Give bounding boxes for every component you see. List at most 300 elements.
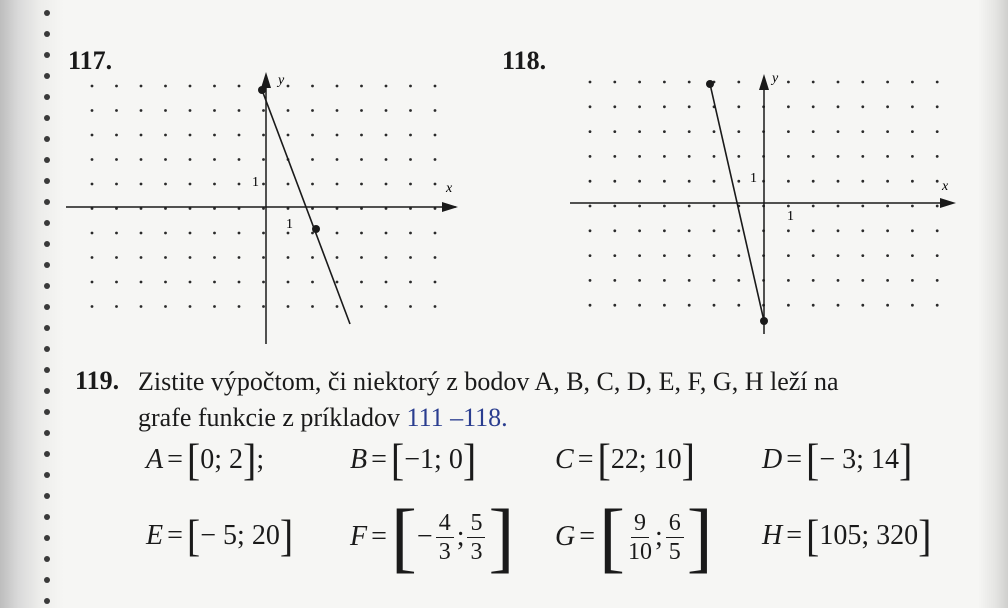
grid-dot [663, 105, 666, 108]
grid-dot [140, 134, 143, 137]
grid-dot [787, 205, 790, 208]
grid-dot [911, 155, 914, 158]
grid-dot [238, 232, 241, 235]
grid-dot [613, 205, 616, 208]
x-axis-arrow [442, 202, 458, 212]
grid-dot [861, 180, 864, 183]
grid-dot [262, 305, 265, 308]
grid-dot [434, 158, 437, 161]
exercise-reference: 111 –118. [406, 403, 508, 432]
grid-dot [861, 155, 864, 158]
grid-dot [911, 205, 914, 208]
grid-dot [189, 232, 192, 235]
grid-dot [737, 254, 740, 257]
grid-dot [837, 105, 840, 108]
grid-dot [91, 158, 94, 161]
exercise-118-graph [566, 66, 966, 341]
binding-hole [44, 178, 50, 184]
binding-hole [44, 115, 50, 121]
grid-dot [663, 254, 666, 257]
y-tick-label: 1 [750, 171, 757, 186]
grid-dot [287, 134, 290, 137]
grid-dot [613, 279, 616, 282]
grid-dot [140, 232, 143, 235]
grid-dot [886, 81, 889, 84]
grid-dot [787, 81, 790, 84]
grid-dot [936, 180, 939, 183]
grid-dot [164, 256, 167, 259]
grid-dot [812, 130, 815, 133]
binding-hole [44, 136, 50, 142]
grid-dot [613, 180, 616, 183]
grid-dot [713, 155, 716, 158]
binding-hole [44, 157, 50, 163]
exercise-117-label: 117. [68, 46, 113, 75]
grid-dot [189, 281, 192, 284]
grid-dot [189, 85, 192, 88]
grid-dot [91, 85, 94, 88]
grid-dot [713, 205, 716, 208]
problem-line-2-text: grafe funkcie z príkladov [138, 403, 407, 432]
grid-dot [638, 304, 641, 307]
grid-dot [713, 304, 716, 307]
grid-dot [409, 281, 412, 284]
graph-point [706, 80, 714, 88]
grid-dot [837, 155, 840, 158]
grid-dot [287, 232, 290, 235]
grid-dot [713, 229, 716, 232]
grid-dot [434, 281, 437, 284]
grid-dot [164, 183, 167, 186]
grid-dot [409, 232, 412, 235]
grid-dot [861, 81, 864, 84]
grid-dot [189, 109, 192, 112]
grid-dot [812, 279, 815, 282]
grid-dot [589, 81, 592, 84]
grid-dot [360, 158, 363, 161]
grid-dot [336, 281, 339, 284]
grid-dot [385, 256, 388, 259]
grid-dot [189, 158, 192, 161]
grid-dot [262, 183, 265, 186]
point-name: C [555, 444, 574, 475]
binding-hole [44, 388, 50, 394]
grid-dot [213, 305, 216, 308]
grid-dot [737, 81, 740, 84]
grid-dot [936, 105, 939, 108]
grid-dot [385, 305, 388, 308]
grid-dot [385, 85, 388, 88]
point-G: G = [ $\frac{9}{10}$ ; $\frac{6}{5}$ ] [555, 493, 713, 580]
grid-dot [434, 305, 437, 308]
grid-dot [787, 105, 790, 108]
grid-dot [91, 134, 94, 137]
grid-dot [140, 281, 143, 284]
grid-dot [737, 105, 740, 108]
grid-dot [638, 155, 641, 158]
grid-dot [787, 130, 790, 133]
point-B: B = [ −1 ; 0 ] [350, 434, 477, 485]
problem-line-1: Zistite výpočtom, či niektorý z bodov A, B, C, D, E, F, G, H leží na [138, 367, 839, 396]
grid-dot [589, 155, 592, 158]
binding-hole [44, 220, 50, 226]
grid-dot [936, 205, 939, 208]
grid-dot [688, 205, 691, 208]
grid-dot [861, 205, 864, 208]
binding-hole [44, 304, 50, 310]
grid-dot [936, 81, 939, 84]
graph-point [312, 225, 320, 233]
grid-dot [613, 254, 616, 257]
point-name: H [762, 520, 783, 551]
grid-dot [238, 134, 241, 137]
grid-dot [688, 155, 691, 158]
grid-dot [589, 130, 592, 133]
grid-dot [663, 180, 666, 183]
grid-dot [936, 130, 939, 133]
grid-dot [140, 158, 143, 161]
grid-dot [91, 281, 94, 284]
grid-dot [238, 281, 241, 284]
grid-dot [360, 134, 363, 137]
grid-dot [213, 183, 216, 186]
grid-dot [434, 183, 437, 186]
grid-dot [737, 180, 740, 183]
grid-dot [886, 155, 889, 158]
grid-dot [812, 205, 815, 208]
grid-dot [91, 305, 94, 308]
x-tick-label: 1 [787, 209, 794, 224]
grid-dot [589, 279, 592, 282]
grid-dot [837, 279, 840, 282]
grid-dot [638, 229, 641, 232]
grid-dot [787, 304, 790, 307]
grid-dot [688, 229, 691, 232]
grid-dot [189, 305, 192, 308]
grid-dot [589, 304, 592, 307]
grid-dot [385, 183, 388, 186]
grid-dot [812, 304, 815, 307]
grid-dot [663, 130, 666, 133]
grid-dot [164, 232, 167, 235]
grid-dot [189, 256, 192, 259]
grid-dot [688, 81, 691, 84]
binding-hole [44, 283, 50, 289]
grid-dot [911, 105, 914, 108]
grid-dot [336, 134, 339, 137]
grid-dot [409, 305, 412, 308]
grid-dot [589, 205, 592, 208]
grid-dot [287, 281, 290, 284]
grid-dot [812, 180, 815, 183]
grid-dot [140, 183, 143, 186]
grid-dot [613, 229, 616, 232]
binding-hole [44, 241, 50, 247]
binding-hole [44, 409, 50, 415]
grid-dot [262, 158, 265, 161]
grid-dot [886, 229, 889, 232]
grid-dot [713, 130, 716, 133]
grid-dot [837, 130, 840, 133]
grid-dot [812, 229, 815, 232]
grid-dot [911, 180, 914, 183]
point-x: − 3 [819, 444, 857, 475]
point-name: D [762, 444, 783, 475]
point-x-sign: − [416, 521, 433, 552]
grid-dot [238, 305, 241, 308]
grid-dot [434, 85, 437, 88]
binding-hole [44, 262, 50, 268]
grid-dot [336, 256, 339, 259]
grid-dot [837, 205, 840, 208]
grid-dot [638, 180, 641, 183]
grid-dot [787, 155, 790, 158]
binding-hole [44, 577, 50, 583]
y-tick-label: 1 [252, 175, 259, 190]
binding-hole [44, 535, 50, 541]
grid-dot [713, 180, 716, 183]
grid-dot [360, 232, 363, 235]
grid-dot [663, 205, 666, 208]
grid-dot [164, 85, 167, 88]
grid-dot [336, 158, 339, 161]
grid-dot [638, 279, 641, 282]
grid-dot [115, 109, 118, 112]
graph-point [258, 86, 266, 94]
problem-119-text [138, 364, 968, 436]
point-y: 20 [251, 520, 280, 551]
grid-dot [737, 229, 740, 232]
grid-dot [213, 158, 216, 161]
binding-hole [44, 94, 50, 100]
grid-dot [886, 254, 889, 257]
grid-dot [115, 85, 118, 88]
grid-dot [115, 134, 118, 137]
grid-dot [663, 229, 666, 232]
point-x: 0 [200, 444, 215, 475]
point-y: 2 [229, 444, 244, 475]
point-y: 320 [876, 520, 919, 551]
point-E: E = [ − 5 ; 20 ] [146, 510, 294, 561]
grid-dot [613, 304, 616, 307]
grid-dot [409, 183, 412, 186]
grid-dot [91, 256, 94, 259]
grid-dot [91, 183, 94, 186]
grid-dot [638, 130, 641, 133]
grid-dot [409, 158, 412, 161]
grid-dot [688, 254, 691, 257]
grid-dot [737, 155, 740, 158]
grid-dot [385, 109, 388, 112]
grid-dot [213, 134, 216, 137]
grid-dot [238, 183, 241, 186]
grid-dot [115, 158, 118, 161]
point-H: H = [ 105 ; 320 ] [762, 510, 932, 561]
grid-dot [115, 183, 118, 186]
point-x: 105 [819, 520, 862, 551]
grid-dot [140, 109, 143, 112]
grid-dot [287, 85, 290, 88]
grid-dot [812, 105, 815, 108]
x-axis-label: x [942, 179, 949, 194]
grid-dot [688, 304, 691, 307]
grid-dot [837, 180, 840, 183]
grid-dot [861, 130, 864, 133]
grid-dot [613, 130, 616, 133]
point-x: − 5 [200, 520, 238, 551]
grid-dot [385, 158, 388, 161]
grid-dot [713, 254, 716, 257]
point-name: B [350, 444, 368, 475]
grid-dot [238, 85, 241, 88]
grid-dot [311, 183, 314, 186]
binding-hole [44, 556, 50, 562]
point-trail: ; [256, 444, 265, 475]
binding-hole [44, 451, 50, 457]
grid-dot [663, 304, 666, 307]
grid-dot [311, 109, 314, 112]
point-name: E [146, 520, 164, 551]
point-x-fraction: $\frac{4}{3}$ [436, 509, 454, 566]
grid-dot [936, 279, 939, 282]
grid-dot [336, 109, 339, 112]
grid-dot [886, 130, 889, 133]
point-y-fraction: $\frac{5}{3}$ [467, 509, 485, 566]
grid-dot [787, 180, 790, 183]
grid-dot [336, 183, 339, 186]
exercise-117-graph [66, 66, 466, 351]
binding-hole [44, 325, 50, 331]
grid-dot [140, 256, 143, 259]
grid-dot [311, 158, 314, 161]
grid-dot [213, 281, 216, 284]
grid-dot [360, 85, 363, 88]
grid-dot [360, 109, 363, 112]
grid-dot [360, 281, 363, 284]
grid-dot [886, 205, 889, 208]
binding-hole [44, 52, 50, 58]
grid-dot [787, 229, 790, 232]
grid-dot [409, 85, 412, 88]
grid-dot [613, 81, 616, 84]
point-A: A = [ 0 ; 2 ] ; [146, 434, 265, 485]
grid-dot [936, 304, 939, 307]
problem-line-2 [138, 400, 968, 436]
grid-dot [336, 85, 339, 88]
grid-dot [861, 279, 864, 282]
grid-dot [434, 232, 437, 235]
grid-dot [589, 254, 592, 257]
grid-dot [311, 256, 314, 259]
grid-dot [385, 134, 388, 137]
grid-dot [238, 256, 241, 259]
grid-dot [336, 305, 339, 308]
binding-hole [44, 430, 50, 436]
grid-dot [262, 109, 265, 112]
grid-dot [164, 281, 167, 284]
point-C: C = [ 22 ; 10 ] [555, 434, 695, 485]
grid-dot [360, 183, 363, 186]
point-name: G [555, 521, 576, 552]
grid-dot [409, 109, 412, 112]
binding-hole [44, 346, 50, 352]
grid-dot [262, 232, 265, 235]
grid-dot [911, 304, 914, 307]
grid-dot [936, 254, 939, 257]
point-name: A [146, 444, 164, 475]
grid-dot [613, 105, 616, 108]
grid-dot [164, 305, 167, 308]
grid-dot [287, 183, 290, 186]
binding-hole [44, 514, 50, 520]
grid-dot [140, 305, 143, 308]
grid-dot [663, 279, 666, 282]
point-y: 14 [870, 444, 899, 475]
binding-hole [44, 598, 50, 604]
grid-dot [638, 105, 641, 108]
grid-dot [262, 256, 265, 259]
grid-dot [787, 254, 790, 257]
grid-dot [140, 85, 143, 88]
grid-dot [287, 305, 290, 308]
grid-dot [91, 109, 94, 112]
binding-hole [44, 10, 50, 16]
grid-dot [91, 232, 94, 235]
grid-dot [812, 155, 815, 158]
grid-dot [787, 279, 790, 282]
grid-dot [434, 109, 437, 112]
grid-dot [213, 85, 216, 88]
grid-dot [434, 256, 437, 259]
grid-dot [688, 180, 691, 183]
point-name: F [350, 521, 368, 552]
x-axis-label: x [446, 181, 453, 196]
grid-dot [886, 279, 889, 282]
grid-dot [115, 232, 118, 235]
grid-dot [911, 229, 914, 232]
grid-dot [812, 81, 815, 84]
grid-dot [238, 109, 241, 112]
grid-dot [115, 305, 118, 308]
binding-hole [44, 199, 50, 205]
grid-dot [115, 281, 118, 284]
grid-dot [638, 81, 641, 84]
grid-dot [287, 256, 290, 259]
grid-dot [434, 134, 437, 137]
x-axis-arrow [940, 198, 956, 208]
binding-hole [44, 73, 50, 79]
point-y: 0 [448, 444, 463, 475]
grid-dot [589, 229, 592, 232]
grid-dot [737, 130, 740, 133]
grid-dot [688, 105, 691, 108]
graph-point [760, 317, 768, 325]
grid-dot [861, 304, 864, 307]
point-x-fraction: $\frac{9}{10}$ [628, 509, 653, 565]
grid-dot [886, 105, 889, 108]
point-y-fraction: $\frac{6}{5}$ [666, 509, 684, 566]
grid-dot [238, 158, 241, 161]
grid-dot [409, 256, 412, 259]
grid-dot [189, 183, 192, 186]
grid-dot [861, 105, 864, 108]
binding-hole [44, 367, 50, 373]
grid-dot [837, 81, 840, 84]
grid-dot [189, 134, 192, 137]
grid-dot [115, 256, 118, 259]
grid-dot [688, 130, 691, 133]
grid-dot [911, 279, 914, 282]
